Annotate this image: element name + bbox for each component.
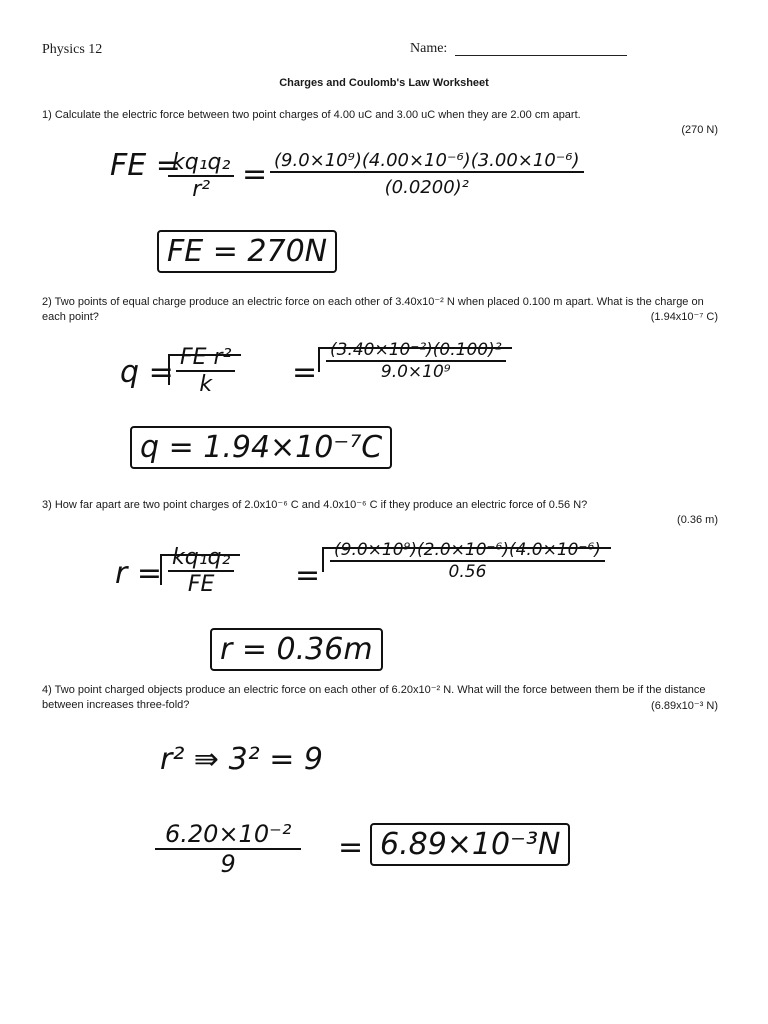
problem-1-formula-num: kq₁q₂: [168, 150, 234, 177]
problem-2-formula-den: k: [199, 372, 213, 397]
problem-4-frac-num: 6.20×10⁻²: [155, 820, 301, 850]
problem-1-question: 1) Calculate the electric force between two point charges of 4.00 uC and 3.00 uC when they are 2.00 cm apart.: [42, 109, 581, 121]
worksheet-title: Charges and Coulomb's Law Worksheet: [279, 77, 489, 89]
problem-4-fraction: [155, 820, 301, 878]
problem-3-equals: =: [295, 558, 321, 593]
problem-4-equals: =: [338, 830, 364, 865]
problem-2-sub-den: 9.0×10⁹: [380, 362, 451, 382]
problem-4-answer: (6.89x10⁻³ N): [651, 700, 718, 712]
problem-1-substitution: [270, 150, 584, 198]
problem-2-substitution: [318, 340, 512, 382]
problem-4-frac-den: 9: [220, 850, 236, 878]
problem-2-lhs: q =: [120, 355, 174, 390]
problem-2-result-box: q = 1.94×10⁻⁷C: [130, 426, 392, 469]
problem-2-formula: [168, 345, 241, 397]
problem-3-sub-den: 0.56: [448, 562, 487, 582]
problem-1-sub-den: (0.0200)²: [384, 177, 469, 198]
problem-1-lhs: FE =: [110, 148, 181, 183]
problem-2-equals: =: [292, 355, 318, 390]
problem-2-formula-num: FE r²: [176, 345, 235, 372]
problem-1-formula-den: r²: [192, 177, 211, 202]
problem-1-answer: (270 N): [681, 124, 718, 136]
problem-3-formula-den: FE: [187, 572, 215, 597]
problem-3-formula-num: kq₁q₂: [168, 545, 234, 572]
course-label: Physics 12: [42, 42, 103, 57]
problem-1-equals: =: [242, 157, 268, 192]
problem-4-question: 4) Two point charged objects produce an electric force on each other of 6.20x10⁻² N. What will the force between them be if the distance between increases three-fold?: [42, 684, 706, 711]
problem-1-formula: [168, 150, 234, 202]
problem-3-result-box: r = 0.36m: [210, 628, 383, 671]
problem-3-answer: (0.36 m): [677, 514, 718, 526]
problem-1-result-box: FE = 270N: [157, 230, 337, 273]
problem-3-substitution: [322, 540, 611, 582]
problem-2-answer: (1.94x10⁻⁷ C): [650, 311, 718, 323]
name-blank-line: [455, 55, 627, 56]
problem-3-sub-num: (9.0×10⁹)(2.0×10⁻⁶)(4.0×10⁻⁶): [330, 540, 605, 562]
problem-4-line1: r² ⇛ 3² = 9: [160, 742, 323, 777]
problem-3-question: 3) How far apart are two point charges of 2.0x10⁻⁶ C and 4.0x10⁻⁶ C if they produce an electric force of 0.56 N?: [42, 499, 588, 511]
problem-2-sub-num: (3.40×10⁻²)(0.100)²: [326, 340, 506, 362]
problem-3-formula: [160, 545, 240, 597]
problem-1-sub-num: (9.0×10⁹)(4.00×10⁻⁶)(3.00×10⁻⁶): [270, 150, 584, 173]
problem-3-lhs: r =: [115, 556, 163, 591]
problem-4-result-box: 6.89×10⁻³N: [370, 823, 570, 866]
name-label: Name:: [410, 41, 448, 56]
problem-2-question: 2) Two points of equal charge produce an electric force on each other of 3.40x10⁻² N when placed 0.100 m apart. What is the charge on each point?: [42, 296, 704, 323]
